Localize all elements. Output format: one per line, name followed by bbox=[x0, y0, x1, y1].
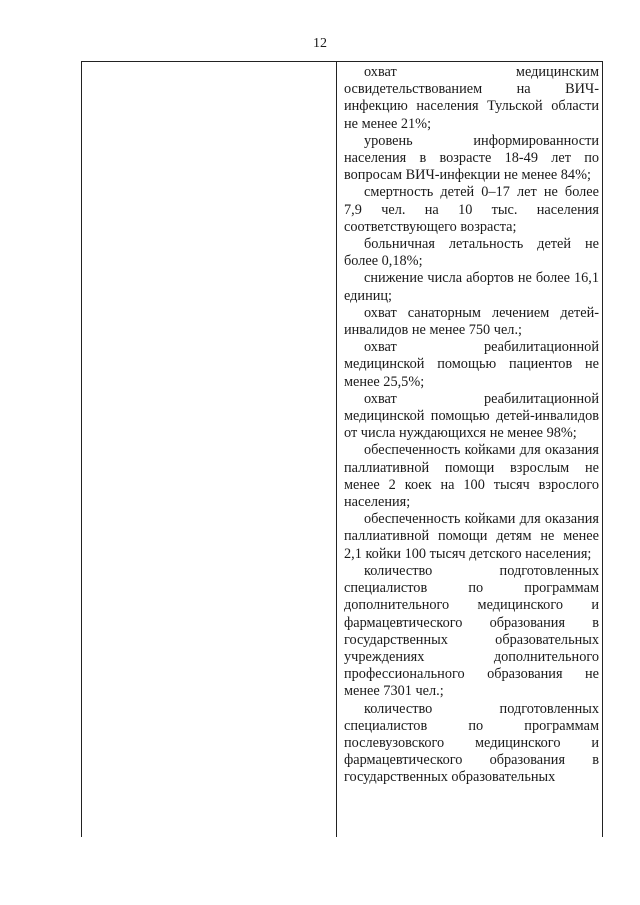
indicator-paragraph: количество подготовленных специалистов по программам дополнительного медицинского и фармацевтического образования в государственных образовательных учреждениях дополнительного профессионального образования не менее 7301 чел.; bbox=[344, 562, 599, 700]
indicator-paragraph: обеспеченность койками для оказания паллиативной помощи взрослым не менее 2 коек на 100 тысяч взрослого населения; bbox=[344, 442, 599, 511]
indicator-paragraph: уровень информированности населения в возрасте 18-49 лет по вопросам ВИЧ-инфекции не менее 84%; bbox=[344, 132, 599, 184]
indicator-paragraph: больничная летальность детей не более 0,18%; bbox=[344, 236, 599, 270]
indicator-paragraph: смертность детей 0–17 лет не более 7,9 чел. на 10 тыс. населения соответствующего возраста; bbox=[344, 184, 599, 235]
indicator-paragraph: охват медицинским освидетельствованием на ВИЧ-инфекцию населения Тульской области не менее 21%; bbox=[344, 64, 599, 132]
indicator-paragraph: обеспеченность койками для оказания паллиативной помощи детям не менее 2,1 койки 100 тысяч детского населения; bbox=[344, 511, 599, 562]
indicator-paragraph: охват санаторным лечением детей-инвалидов не менее 750 чел.; bbox=[344, 304, 599, 339]
indicator-paragraph: охват реабилитационной медицинской помощью пациентов не менее 25,5%; bbox=[344, 339, 599, 390]
indicator-paragraph: снижение числа абортов не более 16,1 единиц; bbox=[344, 270, 599, 304]
indicators-cell bbox=[344, 64, 599, 787]
page-number: 12 bbox=[313, 36, 327, 51]
column-divider bbox=[336, 62, 337, 837]
indicator-paragraph: количество подготовленных специалистов по программам послевузовского медицинского и фармацевтического образования в государственных образовательных bbox=[344, 700, 599, 786]
indicator-paragraph: охват реабилитационной медицинской помощью детей-инвалидов от числа нуждающихся не менее 98%; bbox=[344, 390, 599, 442]
document-table bbox=[81, 61, 603, 837]
